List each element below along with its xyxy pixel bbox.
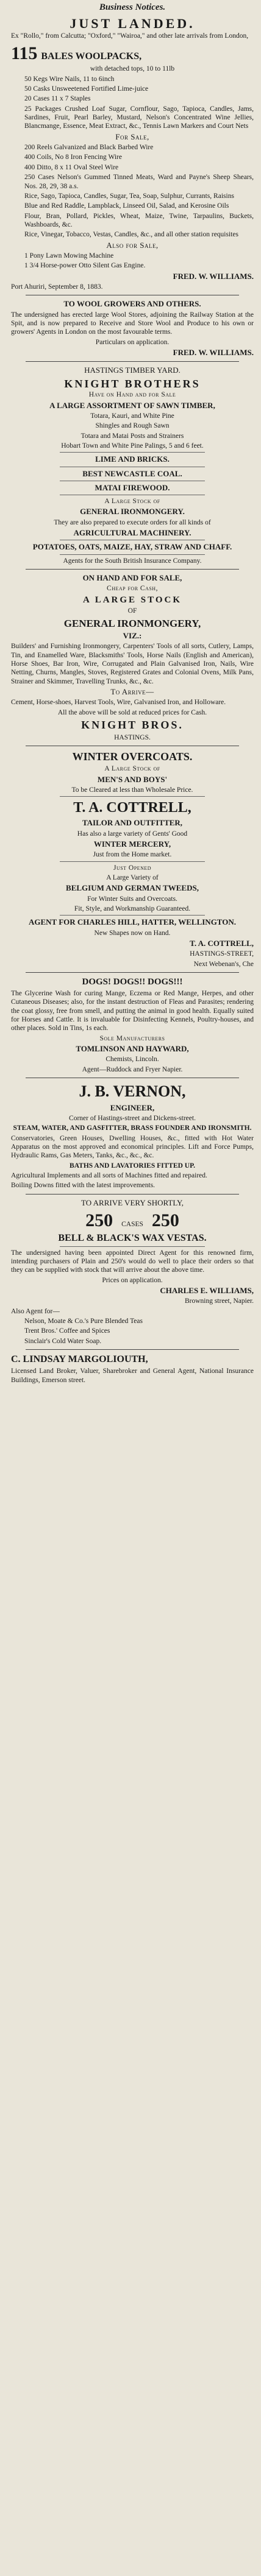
sale-item: 400 Coils, No 8 Iron Fencing Wire	[24, 154, 122, 161]
overcoats-ad	[11, 750, 254, 969]
vernon-body: Conservatories, Green Houses, Dwelling Houses, &c., fitted with Hot Water Apparatus on the most approved and economical principles. Lift and Force Pumps, Hydraulic Rams, Gas Meters, Tanks, &c., &c., &c.	[11, 1134, 254, 1160]
winter-suits: For Winter Suits and Overcoats.	[87, 895, 177, 903]
vestas-brand: BELL & BLACK'S WAX VESTAS.	[58, 1232, 207, 1243]
divider	[60, 554, 206, 555]
lime-bricks: LIME AND BRICKS.	[95, 454, 170, 464]
vestas-numbers	[11, 1209, 254, 1232]
timber-yard-ad	[11, 365, 254, 565]
vernon-boiling: Boiling Downs fitted with the latest improvements.	[11, 1182, 156, 1190]
divider	[26, 1349, 239, 1350]
dogs-maker-place: Chemists, Lincoln.	[105, 1056, 159, 1064]
also-item: 1 3/4 Horse-power Otto Silent Gas Engine.	[24, 262, 146, 270]
to-arrive-body: Cement, Horse-shoes, Harvest Tools, Wire, Galvanised Iron, and Holloware.	[11, 699, 226, 707]
timber-firm: KNIGHT BROTHERS	[64, 377, 201, 390]
cottrell-body: Has also a large variety of Gents' Good	[77, 830, 188, 838]
of-label: OF	[127, 607, 137, 615]
dogs-ad	[11, 976, 254, 1074]
wool-growers-footer: Particulars on application.	[95, 338, 170, 346]
vestas-left-number: 250	[85, 1210, 113, 1230]
williams-item: Trent Bros.' Coffee and Spices	[24, 1327, 110, 1335]
landed-line: 50 Casks Unsweetened Fortified Lime-juice	[24, 85, 149, 93]
winter-mercery: WINTER MERCERY,	[93, 839, 171, 849]
just-landed-intro: Ex "Rollo," from Calcutta; "Oxford," "Wairoa," and other late arrivals from London,	[11, 32, 249, 40]
new-shapes: New Shapes now on Hand.	[94, 929, 171, 937]
sale-item: Rice, Sago, Tapioca, Candles, Sugar, Tea, Soap, Sulphur, Currants, Raisins	[24, 192, 234, 200]
vernon-ad	[11, 1082, 254, 1190]
cottrell-address: HASTINGS-STREET,	[190, 950, 254, 958]
sole-manufacturers: Sole Manufacturers	[99, 1034, 165, 1042]
wool-growers-signature: FRED. W. WILLIAMS.	[173, 348, 254, 358]
also-item: 1 Pony Lawn Mowing Machine	[24, 252, 114, 259]
vernon-name: J. B. VERNON,	[79, 1082, 186, 1100]
divider	[60, 796, 206, 797]
williams-address: Browning street, Napier.	[184, 1297, 254, 1305]
vestas-arrive: TO ARRIVE VERY SHORTLY,	[81, 1198, 184, 1207]
newcastle-coal: BEST NEWCASTLE COAL.	[82, 468, 182, 478]
viz-label: VIZ.:	[123, 630, 142, 640]
landed-line: 25 Packages Crushed Loaf Sugar, Cornflour, Sago, Tapioca, Candles, Jams, Sardines, Fruit, Pearl Barley, Mustard, Nelson's Concentrated Wine Jellies, Blancmange, Essence, Meat Extract, &c., Tennis Lawn Markers and Court Nets	[24, 105, 254, 130]
margoliouth-name: C. LINDSAY MARGOLIOUTH,	[11, 1354, 148, 1365]
williams-agent-body: The undersigned having been appointed Direct Agent for this renowned firm, intending purchasers of Plain and 250's would do well to place their orders so that they can be supplied with stock that will arrive about the above time.	[11, 1249, 254, 1274]
hill-agent: AGENT FOR CHARLES HILL, HATTER, WELLINGTON.	[28, 917, 236, 927]
divider	[60, 915, 206, 916]
vernon-repairs: Agricultural Implements and all sorts of Machines fitted and repaired.	[11, 1172, 207, 1179]
cottrell-next: Next Webenan's, Che	[193, 960, 254, 968]
wool-growers-ad	[11, 299, 254, 358]
for-sale-label: For Sale,	[115, 132, 149, 141]
timber-assortment: A LARGE ASSORTMENT OF SAWN TIMBER,	[49, 400, 215, 410]
vestas-right-number: 250	[151, 1210, 179, 1230]
knight-bros: KNIGHT BROS.	[81, 719, 184, 731]
dogs-maker: TOMLINSON AND HAYWARD,	[76, 1044, 189, 1053]
home-market: Just from the Home market.	[93, 851, 172, 859]
vernon-address: Corner of Hastings-street and Dickens-street.	[69, 1114, 196, 1122]
timber-item: Totara and Matai Posts and Strainers	[80, 432, 184, 440]
cottrell-trade: TAILOR AND OUTFITTER,	[82, 818, 183, 828]
sale-item: Blue and Red Raddle, Lampblack, Linseed Oil, Salad, and Kerosine Oils	[24, 202, 229, 210]
woolpacks-headline: BALES WOOLPACKS,	[41, 51, 142, 62]
sale-item: Flour, Bran, Pollard, Pickles, Wheat, Maize, Twine, Tarpaulins, Buckets, Washboards, &c.	[24, 212, 254, 228]
sale-item: Rice, Vinegar, Tobacco, Vestas, Candles, &c., and all other station requisites	[24, 231, 238, 239]
overcoats-title: WINTER OVERCOATS.	[72, 750, 193, 763]
williams-name: CHARLES E. WILLIAMS,	[160, 1286, 254, 1295]
divider	[26, 361, 239, 362]
just-opened: Just Opened	[113, 864, 152, 872]
woolpacks-number: 115	[11, 43, 38, 63]
timber-item: Hobart Town and White Pine Palings, 5 and 6 feet.	[61, 442, 204, 450]
cleared-note: To be Cleared at less than Wholesale Price.	[71, 786, 193, 794]
vernon-baths: BATHS AND LAVATORIES FITTED UP.	[70, 1162, 195, 1170]
ironmongery-title: GENERAL IRONMONGERY,	[63, 617, 201, 629]
a-large-stock: A LARGE STOCK	[82, 595, 182, 605]
landed-line: 20 Cases 11 x 7 Staples	[24, 95, 91, 103]
matai-firewood: MATAI FIREWOOD.	[95, 482, 170, 492]
just-landed-title: JUST LANDED.	[70, 15, 195, 31]
landed-date: Port Ahuriri, September 8, 1883.	[11, 283, 103, 291]
williams-prices: Prices on application.	[102, 1276, 163, 1284]
vernon-trades: STEAM, WATER, AND GASFITTER, BRASS FOUNDER AND IRONSMITH.	[13, 1124, 252, 1132]
on-hand: ON HAND AND FOR SALE,	[82, 573, 182, 582]
timber-agents: Agents for the South British Insurance Company.	[63, 557, 202, 565]
to-arrive: To Arrive—	[110, 687, 154, 696]
divider	[60, 1246, 206, 1247]
vestas-ad	[11, 1198, 254, 1346]
also-for-sale-label: Also for Sale,	[106, 240, 159, 250]
timber-title: HASTINGS TIMBER YARD.	[84, 365, 181, 375]
landed-line: 50 Kegs Wire Nails, 11 to 6inch	[24, 75, 115, 83]
cottrell-signature: T. A. COTTRELL,	[190, 939, 254, 948]
woolpacks-row	[11, 42, 254, 65]
stock-label: A Large Stock of	[104, 498, 160, 505]
margoliouth-ad	[11, 1353, 254, 1385]
sale-item: 200 Reels Galvanized and Black Barbed Wire	[24, 144, 154, 151]
divider	[26, 972, 239, 973]
divider	[60, 452, 206, 453]
cheap-for-cash: Cheap for Cash,	[107, 585, 158, 593]
general-ironmongery-ad	[11, 573, 254, 742]
landed-signature: FRED. W. WILLIAMS.	[173, 271, 254, 281]
williams-item: Sinclair's Cold Water Soap.	[24, 1337, 102, 1345]
cash-note: All the above will be sold at reduced prices for Cash.	[57, 708, 207, 716]
dogs-body: The Glycerine Wash for curing Mange, Eczema or Red Mange, Herpes, and other Cutaneous Diseases; also, for the instant destruction of Fleas and Parasites; rendering the coat glossy, free from smell, and putting the animal in good health. Equally suited for Horses and Cattle. It is invaluable for Disinfecting Kennels, Poultry-houses, and other places. Sold in Tins, 1s each.	[11, 989, 254, 1032]
general-ironmongery: GENERAL IRONMONGERY.	[80, 507, 185, 517]
margoliouth-trades: Licensed Land Broker, Valuer, Sharebroker and General Agent, National Insurance Buildings, Emerson street.	[11, 1367, 254, 1384]
mens-boys: MEN'S AND BOYS'	[97, 774, 168, 784]
large-variety: A Large Variety of	[106, 874, 159, 881]
fit-guarantee: Fit, Style, and Workmanship Guaranteed.	[74, 905, 191, 912]
landed-line: with detached tops, 10 to 11lb	[90, 65, 175, 73]
vernon-trade: ENGINEER,	[110, 1103, 155, 1112]
tweeds: BELGIUM AND GERMAN TWEEDS,	[66, 883, 199, 893]
divider	[60, 861, 206, 862]
wool-growers-body: The undersigned has erected large Wool Stores, adjoining the Railway Station at the Spit, and is now prepared to Receive and Store Wool and Produce to his own or growers' Agents in London on the most favourable terms.	[11, 311, 254, 336]
dogs-title: DOGS! DOGS!! DOGS!!!	[82, 977, 183, 987]
have-on-hand: Have on Hand and for Sale	[88, 391, 176, 399]
ironmongery-body: Builders' and Furnishing Ironmongery, Carpenters' Tools of all sorts, Cutlery, Lamps, Tin, and Enamelled Ware, Blacksmiths' Tools, Horse Nails (English and American), Horse Shoes, Bar Iron, Wire, Corrugated and Plain Galvanised Iron, Nails, Wire Netting, Churns, Mangles, Stoves, Registered Grates and Colonial Ovens, Milk Pans, Strainer and Skimmer, Travelling Trunks, &c., &c.	[11, 643, 254, 685]
section-header: Business Notices.	[99, 2, 166, 12]
williams-item: Nelson, Moate & Co.'s Pure Blended Teas	[24, 1318, 143, 1325]
divider	[26, 569, 239, 570]
cottrell-name: T. A. COTTRELL,	[73, 800, 191, 816]
vestas-cases: CASES	[121, 1221, 143, 1228]
just-landed-ad	[11, 15, 254, 292]
timber-estimates: They are also prepared to execute orders for all kinds of	[54, 518, 211, 526]
hastings-place: HASTINGS.	[114, 733, 151, 741]
overcoats-stock: A Large Stock of	[104, 765, 160, 773]
sale-item: 400 Ditto, 8 x 11 Oval Steel Wire	[24, 163, 119, 171]
agricultural-machinery: AGRICULTURAL MACHINERY.	[73, 528, 191, 537]
produce: POTATOES, OATS, MAIZE, HAY, STRAW AND CHAFF.	[32, 542, 232, 552]
williams-also: Also Agent for—	[11, 1307, 60, 1315]
timber-item: Totara, Kauri, and White Pine	[90, 412, 174, 420]
wool-growers-title: TO WOOL GROWERS AND OTHERS.	[63, 299, 201, 309]
timber-item: Shingles and Rough Sawn	[95, 422, 170, 430]
sale-item: 250 Cases Nelson's Gummed Tinned Meats, Ward and Payne's Sheep Shears, Nos. 28, 29, 38 a.s.	[24, 174, 254, 190]
dogs-agent: Agent—Ruddock and Fryer Napier.	[82, 1065, 183, 1073]
